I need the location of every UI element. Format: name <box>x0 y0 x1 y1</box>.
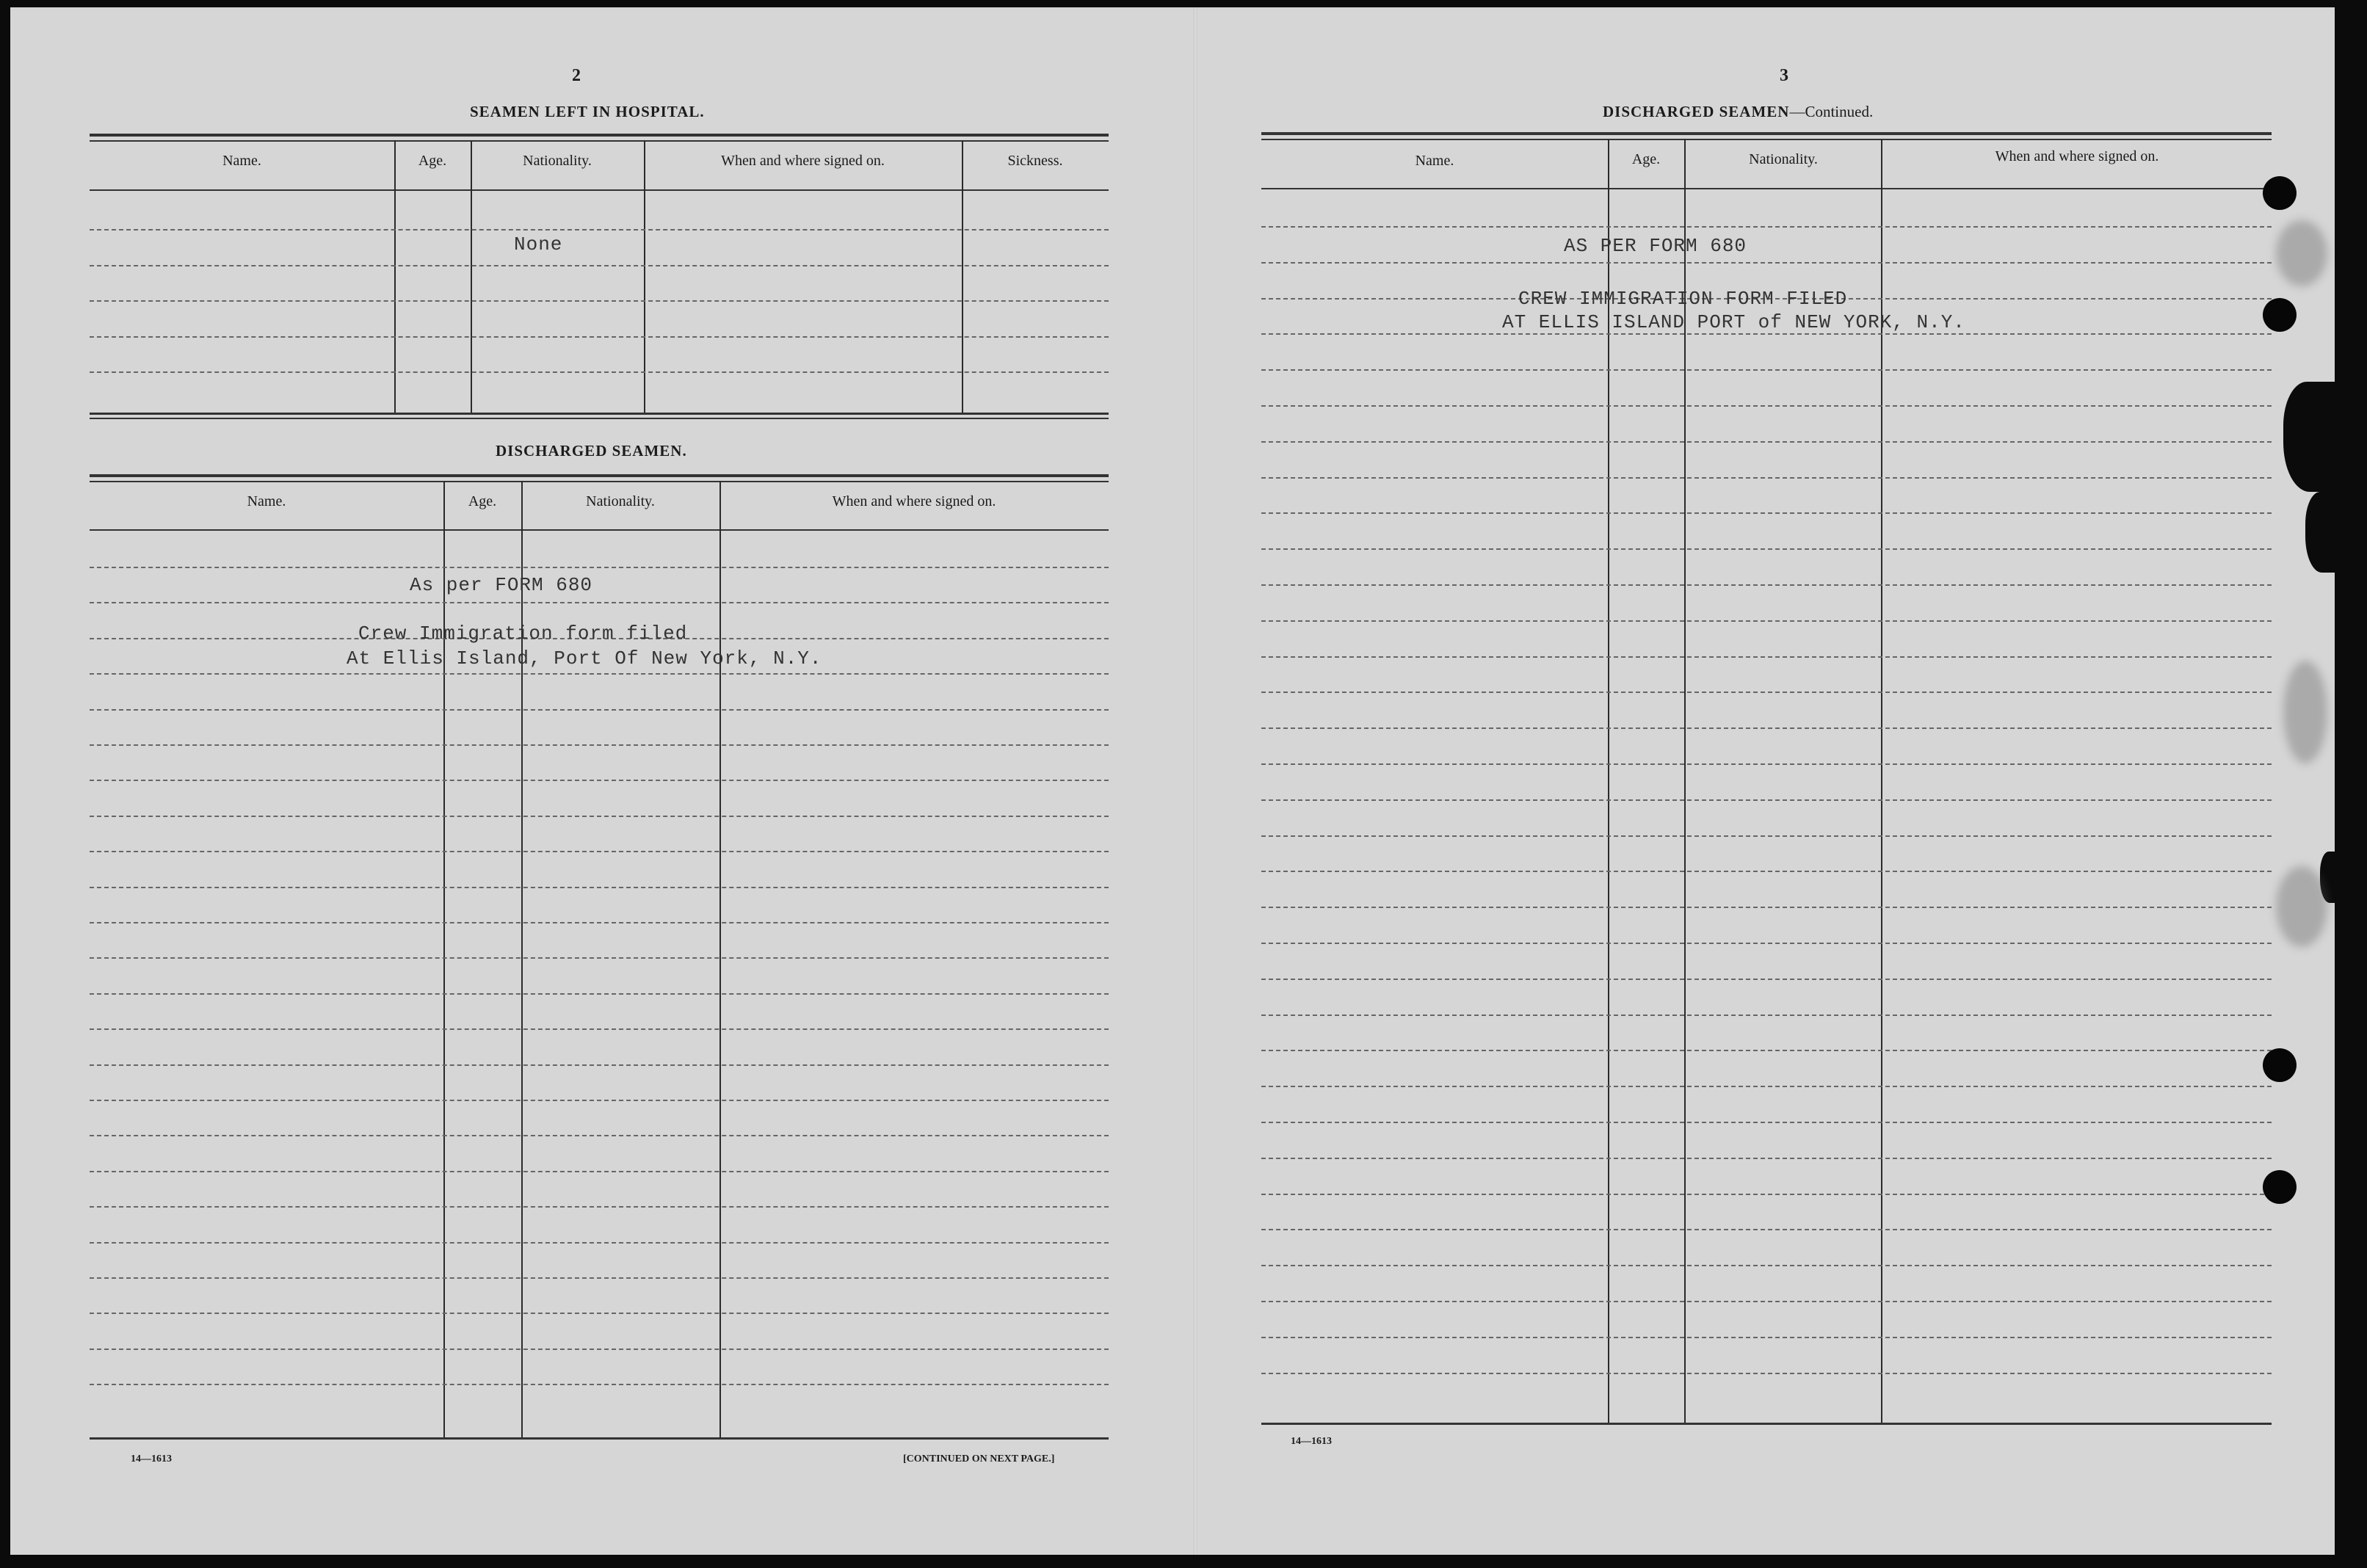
ruled-line <box>90 602 1109 603</box>
ruled-line <box>1261 1194 2272 1195</box>
punch-hole <box>2263 1170 2297 1204</box>
ruled-line <box>90 1135 1109 1136</box>
ruled-line <box>90 1171 1109 1172</box>
column-divider <box>644 140 645 414</box>
ruled-line <box>1261 1373 2272 1374</box>
column-header-age: Age. <box>468 493 497 509</box>
form-number: 14—1613 <box>1291 1436 1332 1447</box>
column-divider <box>394 140 396 414</box>
continued-heading <box>1603 103 1873 121</box>
ruled-line <box>90 336 1109 338</box>
hospital-heading: SEAMEN LEFT IN HOSPITAL. <box>470 103 705 120</box>
ruled-line <box>1261 405 2272 407</box>
ruled-line <box>90 1028 1109 1030</box>
ruled-line <box>90 887 1109 888</box>
ruled-line <box>90 1242 1109 1244</box>
column-header-nationality: Nationality. <box>523 153 592 169</box>
typed-line-form: AS PER FORM 680 <box>1564 235 1747 257</box>
ruled-line <box>90 780 1109 781</box>
ruled-line <box>90 744 1109 746</box>
column-header-age: Age. <box>1631 151 1661 167</box>
continued-note: [CONTINUED ON NEXT PAGE.] <box>903 1453 1055 1464</box>
ruled-line <box>1261 1265 2272 1266</box>
typed-line-port: AT ELLIS ISLAND PORT of NEW YORK, N.Y. <box>1502 311 1965 333</box>
ruled-line <box>1261 907 2272 908</box>
ruled-line <box>1261 871 2272 872</box>
column-divider <box>962 140 963 414</box>
ruled-line <box>1261 1015 2272 1016</box>
ruled-line <box>90 816 1109 817</box>
ruled-line <box>1261 727 2272 729</box>
ruled-line <box>90 993 1109 995</box>
ruled-line <box>90 1277 1109 1279</box>
page-number: 3 <box>1780 66 1788 85</box>
column-header-nationality: Nationality. <box>586 493 655 509</box>
column-divider <box>471 140 472 414</box>
stain <box>2276 866 2327 947</box>
punch-hole <box>2263 176 2297 210</box>
ruled-line <box>1261 1086 2272 1087</box>
ruled-line <box>1261 1301 2272 1302</box>
ruled-line <box>90 1349 1109 1350</box>
ruled-line <box>1261 1050 2272 1051</box>
ruled-line <box>90 371 1109 373</box>
ruled-line <box>1261 441 2272 443</box>
document-sheet <box>10 7 2335 1555</box>
ruled-line <box>1261 333 2272 335</box>
ruled-line <box>1261 979 2272 980</box>
ruled-line <box>1261 1158 2272 1159</box>
table-bottom-rule <box>90 418 1109 419</box>
header-rule <box>90 529 1109 531</box>
column-header-name: Name. <box>1415 153 1454 169</box>
ruled-line <box>1261 512 2272 514</box>
page-number: 2 <box>572 66 581 85</box>
heading-text: DISCHARGED SEAMEN <box>1603 103 1790 120</box>
table-top-rule <box>1261 132 2272 135</box>
form-number: 14—1613 <box>131 1453 172 1464</box>
table-top-rule <box>90 134 1109 137</box>
ruled-line <box>90 709 1109 711</box>
column-header-age: Age. <box>418 153 447 169</box>
ruled-line <box>90 851 1109 852</box>
column-header-signed-on: When and where signed on. <box>721 153 885 169</box>
punch-hole <box>2263 298 2297 332</box>
ruled-line <box>1261 1229 2272 1230</box>
table-top-rule <box>90 481 1109 482</box>
ruled-line <box>1261 763 2272 765</box>
ruled-line <box>1261 548 2272 550</box>
column-header-name: Name. <box>222 153 261 169</box>
typed-line-port: At Ellis Island, Port Of New York, N.Y. <box>347 647 822 669</box>
table-bottom-rule <box>1261 1423 2272 1425</box>
ruled-line <box>90 229 1109 231</box>
column-header-signed-on: When and where signed on. <box>1995 148 2159 164</box>
ruled-line <box>1261 1337 2272 1338</box>
ruled-line <box>90 1313 1109 1314</box>
column-header-signed-on: When and where signed on. <box>832 493 996 509</box>
column-divider <box>719 481 721 1439</box>
column-header-name: Name. <box>247 493 286 509</box>
typed-line-filed: CREW IMMIGRATION FORM FILED <box>1518 288 1848 310</box>
ruled-line <box>1261 477 2272 479</box>
punch-hole <box>2263 1048 2297 1082</box>
ruled-line <box>1261 799 2272 801</box>
ruled-line <box>90 1064 1109 1066</box>
ruled-line <box>90 1384 1109 1385</box>
ruled-line <box>1261 262 2272 264</box>
ruled-line <box>1261 1122 2272 1123</box>
ruled-line <box>1261 369 2272 371</box>
ruled-line <box>1261 835 2272 837</box>
ruled-line <box>90 1206 1109 1208</box>
table-bottom-rule <box>90 413 1109 415</box>
torn-edge <box>2305 492 2342 573</box>
table-top-rule <box>90 474 1109 477</box>
ruled-line <box>1261 620 2272 622</box>
column-header-sickness: Sickness. <box>1007 153 1063 169</box>
typed-line-form: As per FORM 680 <box>410 574 593 596</box>
column-header-nationality: Nationality. <box>1749 151 1818 167</box>
ruled-line <box>1261 226 2272 228</box>
ruled-line <box>90 1100 1109 1101</box>
heading-suffix: —Continued. <box>1789 103 1874 120</box>
ruled-line <box>1261 656 2272 658</box>
page-fold <box>1193 7 1197 1555</box>
typed-entry-none: None <box>514 233 563 255</box>
stain <box>2276 220 2327 286</box>
ruled-line <box>1261 943 2272 944</box>
table-bottom-rule <box>90 1437 1109 1440</box>
table-top-rule <box>1261 139 2272 140</box>
header-rule <box>1261 188 2272 189</box>
ruled-line <box>90 922 1109 923</box>
table-top-rule <box>90 140 1109 142</box>
ruled-line <box>90 673 1109 675</box>
torn-edge <box>2283 382 2342 492</box>
typed-line-filed: Crew Immigration form filed <box>358 623 688 645</box>
stain <box>2283 661 2327 763</box>
ruled-line <box>90 300 1109 302</box>
ruled-line <box>90 567 1109 568</box>
header-rule <box>90 189 1109 191</box>
ruled-line <box>90 265 1109 266</box>
ruled-line <box>1261 692 2272 693</box>
ruled-line <box>1261 584 2272 586</box>
discharged-heading: DISCHARGED SEAMEN. <box>496 442 687 460</box>
ruled-line <box>90 957 1109 959</box>
